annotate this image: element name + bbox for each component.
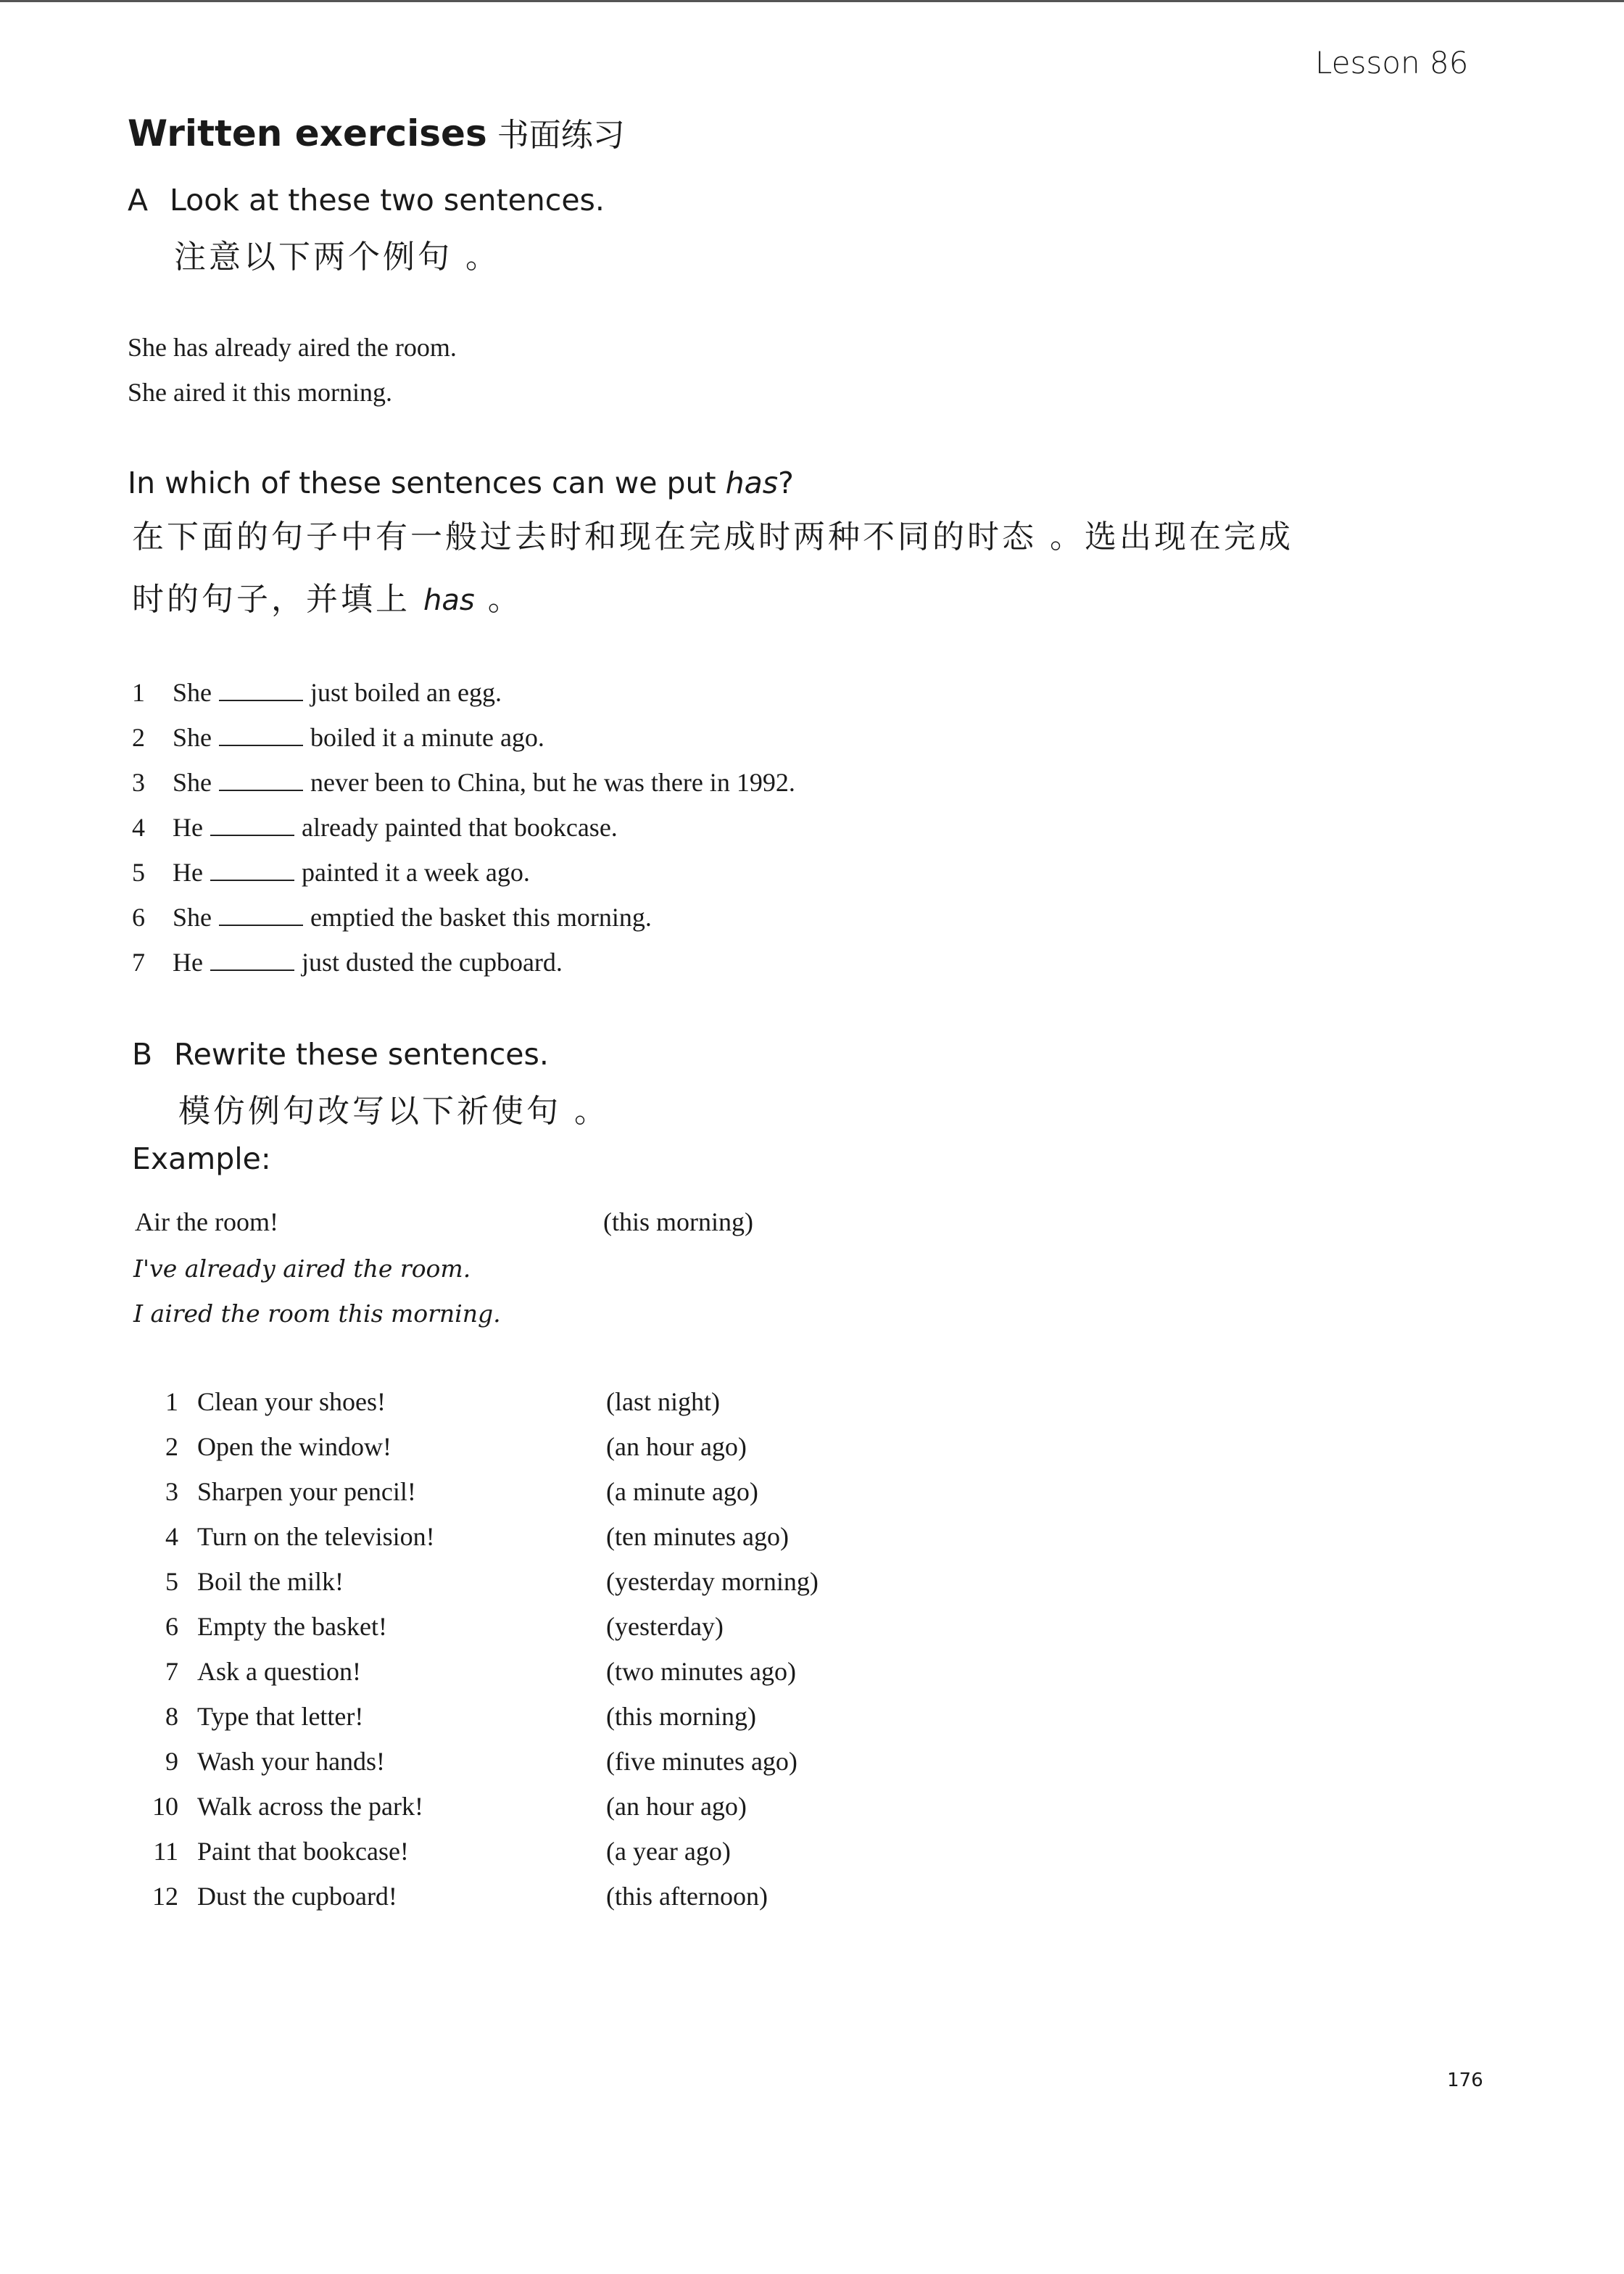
section-a-instruction: Look at these two sentences. bbox=[170, 183, 605, 218]
answer-blank[interactable] bbox=[219, 903, 303, 926]
row-command: Walk across the park! bbox=[197, 1792, 423, 1821]
row-time: (a year ago) bbox=[606, 1837, 731, 1866]
item-rest: just boiled an egg. bbox=[310, 678, 502, 707]
row-number: 4 bbox=[165, 1522, 178, 1551]
example-answer-2: I aired the room this morning. bbox=[133, 1299, 501, 1328]
row-number: 7 bbox=[165, 1657, 178, 1686]
table-row bbox=[142, 1611, 940, 1652]
section-a-question bbox=[128, 466, 794, 500]
row-time: (ten minutes ago) bbox=[606, 1522, 789, 1551]
list-item bbox=[132, 947, 563, 977]
row-time: (this morning) bbox=[606, 1702, 756, 1731]
item-subject: She bbox=[173, 768, 212, 797]
row-number: 1 bbox=[165, 1387, 178, 1416]
row-command: Type that letter! bbox=[197, 1702, 364, 1731]
table-row bbox=[142, 1476, 940, 1517]
list-item bbox=[132, 857, 530, 888]
item-number: 5 bbox=[132, 858, 145, 887]
list-item bbox=[132, 812, 618, 843]
item-subject: He bbox=[173, 858, 203, 887]
row-number: 11 bbox=[153, 1837, 178, 1866]
row-command: Open the window! bbox=[197, 1432, 392, 1461]
row-time: (five minutes ago) bbox=[606, 1747, 798, 1776]
title-cn: 书面练习 bbox=[497, 117, 625, 154]
title-en: Written exercises bbox=[128, 112, 487, 154]
item-number: 4 bbox=[132, 813, 145, 842]
list-item bbox=[132, 677, 502, 708]
page-title bbox=[128, 109, 625, 155]
item-number: 7 bbox=[132, 948, 145, 977]
row-number: 8 bbox=[165, 1702, 178, 1731]
example-time: (this morning) bbox=[603, 1207, 753, 1236]
row-number: 2 bbox=[165, 1432, 178, 1461]
section-a-instruction-cn: 注意以下两个例句 。 bbox=[174, 239, 500, 276]
item-subject: She bbox=[173, 723, 212, 752]
example-label: Example: bbox=[132, 1141, 271, 1176]
row-command: Turn on the television! bbox=[197, 1522, 435, 1551]
row-command: Ask a question! bbox=[197, 1657, 361, 1686]
table-row bbox=[142, 1836, 940, 1877]
page-number: 176 bbox=[1447, 2070, 1483, 2091]
row-number: 10 bbox=[152, 1792, 178, 1821]
question-word: has bbox=[725, 466, 779, 500]
table-row bbox=[142, 1701, 940, 1742]
row-time: (last night) bbox=[606, 1387, 720, 1416]
row-command: Paint that bookcase! bbox=[197, 1837, 409, 1866]
row-time: (a minute ago) bbox=[606, 1477, 758, 1506]
answer-blank[interactable] bbox=[210, 858, 294, 881]
section-b-heading bbox=[132, 1037, 549, 1072]
row-command: Wash your hands! bbox=[197, 1747, 386, 1776]
item-number: 6 bbox=[132, 903, 145, 932]
row-time: (this afternoon) bbox=[606, 1882, 768, 1911]
item-rest: never been to China, but he was there in 1992. bbox=[310, 768, 795, 797]
item-subject: She bbox=[173, 903, 212, 932]
question-cn-suffix: 。 bbox=[474, 581, 523, 618]
row-time: (an hour ago) bbox=[606, 1792, 747, 1821]
question-suffix: ? bbox=[778, 466, 794, 500]
list-item bbox=[132, 767, 795, 798]
row-number: 12 bbox=[152, 1882, 178, 1911]
item-subject: He bbox=[173, 948, 203, 977]
answer-blank[interactable] bbox=[219, 678, 303, 701]
table-row bbox=[142, 1746, 940, 1787]
item-rest: already painted that bookcase. bbox=[301, 813, 618, 842]
scan-top-edge bbox=[0, 0, 1624, 2]
row-command: Sharpen your pencil! bbox=[197, 1477, 416, 1506]
item-number: 1 bbox=[132, 678, 145, 707]
question-prefix: In which of these sentences can we put bbox=[128, 466, 726, 500]
section-a-heading bbox=[128, 183, 605, 218]
example-command: Air the room! bbox=[135, 1207, 278, 1236]
row-command: Empty the basket! bbox=[197, 1612, 387, 1641]
table-row bbox=[142, 1656, 940, 1697]
item-number: 2 bbox=[132, 723, 145, 752]
item-subject: She bbox=[173, 678, 212, 707]
answer-blank[interactable] bbox=[210, 813, 294, 836]
answer-blank[interactable] bbox=[219, 723, 303, 746]
row-number: 5 bbox=[165, 1567, 178, 1596]
item-rest: boiled it a minute ago. bbox=[310, 723, 544, 752]
question-cn-prefix: 时的句子，并填上 bbox=[132, 581, 423, 618]
row-command: Boil the milk! bbox=[197, 1567, 344, 1596]
section-b-letter: B bbox=[132, 1037, 153, 1072]
table-row bbox=[142, 1566, 940, 1607]
item-rest: just dusted the cupboard. bbox=[301, 948, 563, 977]
row-number: 3 bbox=[165, 1477, 178, 1506]
table-row bbox=[142, 1521, 940, 1562]
answer-blank[interactable] bbox=[219, 768, 303, 791]
example-answer-1: I've already aired the room. bbox=[133, 1254, 471, 1283]
item-subject: He bbox=[173, 813, 203, 842]
section-a-question-cn-1: 在下面的句子中有一般过去时和现在完成时两种不同的时态 。选出现在完成 bbox=[132, 518, 1293, 555]
section-b-instruction-cn: 模仿例句改写以下祈使句 。 bbox=[178, 1093, 609, 1130]
row-command: Clean your shoes! bbox=[197, 1387, 386, 1416]
section-a-question-cn-2 bbox=[132, 573, 523, 619]
row-time: (an hour ago) bbox=[606, 1432, 747, 1461]
section-b-instruction: Rewrite these sentences. bbox=[174, 1037, 549, 1072]
row-time: (two minutes ago) bbox=[606, 1657, 796, 1686]
table-row bbox=[142, 1386, 940, 1427]
table-row bbox=[142, 1791, 940, 1832]
item-rest: painted it a week ago. bbox=[301, 858, 530, 887]
item-rest: emptied the basket this morning. bbox=[310, 903, 652, 932]
item-number: 3 bbox=[132, 768, 145, 797]
row-time: (yesterday) bbox=[606, 1612, 724, 1641]
section-a-letter: A bbox=[128, 183, 149, 218]
example-sentence-2: She aired it this morning. bbox=[128, 378, 392, 407]
row-command: Dust the cupboard! bbox=[197, 1882, 397, 1911]
table-row bbox=[142, 1431, 940, 1472]
example-sentence-1: She has already aired the room. bbox=[128, 333, 457, 362]
list-item bbox=[132, 722, 544, 753]
row-number: 6 bbox=[165, 1612, 178, 1641]
list-item bbox=[132, 902, 652, 933]
answer-blank[interactable] bbox=[210, 948, 294, 971]
row-number: 9 bbox=[165, 1747, 178, 1776]
lesson-label: Lesson 86 bbox=[1315, 45, 1469, 80]
row-time: (yesterday morning) bbox=[606, 1567, 819, 1596]
table-row bbox=[142, 1881, 940, 1922]
question-cn-word: has bbox=[423, 584, 475, 617]
